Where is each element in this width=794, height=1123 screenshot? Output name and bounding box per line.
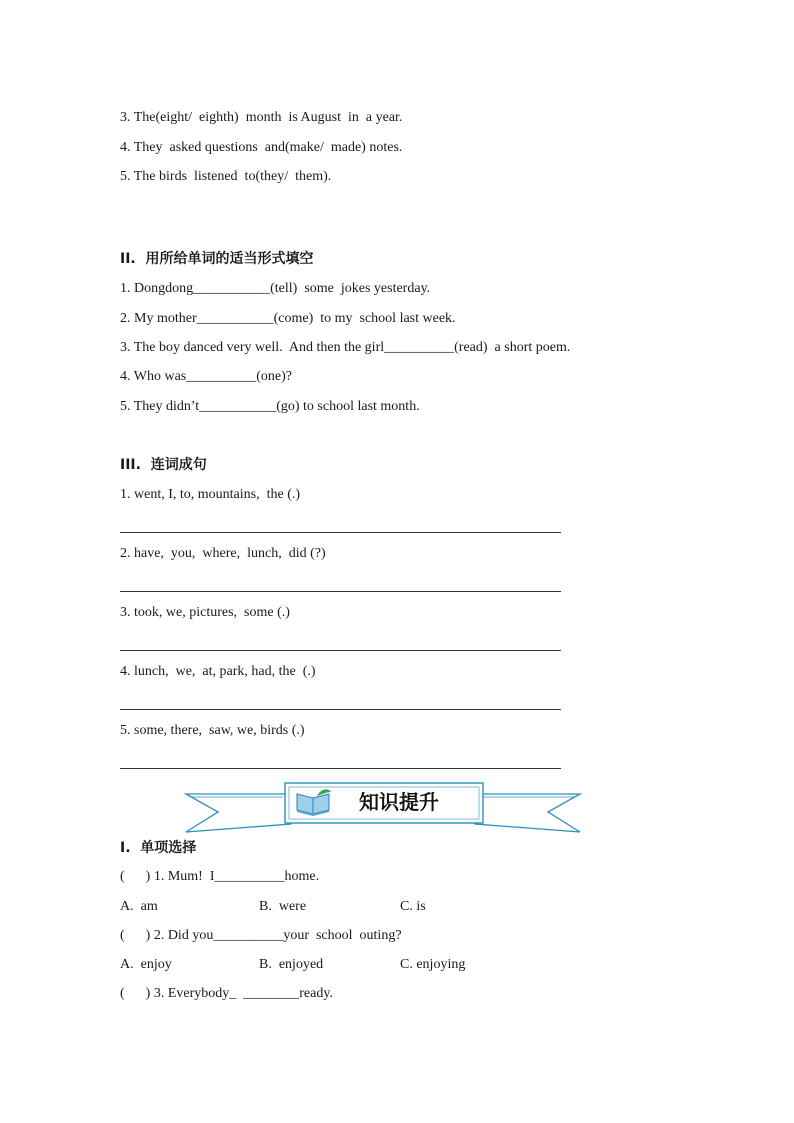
answer-line[interactable] [120,768,561,769]
banner-title: 知识提升 [359,790,439,814]
exercise-line: 3. took, we, pictures, some (.) [120,605,290,620]
question-stem: ( ) 3. Everybody_ ________ready. [120,986,333,1001]
section-heading: I. 单项选择 [120,840,197,856]
exercise-line: 5. They didn’t___________(go) to school last month. [120,399,420,414]
answer-line[interactable] [120,532,561,533]
exercise-line: 3. The(eight/ eighth) month is August in a year. [120,110,403,125]
exercise-line: 4. Who was__________(one)? [120,369,292,384]
option-a: A. am [120,899,158,914]
knowledge-banner [183,780,583,835]
exercise-line: 1. Dongdong___________(tell) some jokes yesterday. [120,281,431,296]
exercise-line: 4. lunch, we, at, park, had, the (.) [120,664,316,679]
option-c: C. enjoying [400,957,466,972]
question-stem: ( ) 1. Mum! I__________home. [120,869,320,884]
exercise-line: 2. My mother___________(come) to my school last week. [120,311,456,326]
exercise-line: 3. The boy danced very well. And then the girl__________(read) a short poem. [120,340,571,355]
answer-line[interactable] [120,709,561,710]
exercise-line: 5. The birds listened to(they/ them). [120,169,332,184]
exercise-line: 4. They asked questions and(make/ made) notes. [120,140,403,155]
exercise-line: 5. some, there, saw, we, birds (.) [120,723,305,738]
answer-line[interactable] [120,591,561,592]
exercise-line: 2. have, you, where, lunch, did (?) [120,546,326,561]
section-heading: II. 用所给单词的适当形式填空 [120,251,314,267]
option-c: C. is [400,899,426,914]
answer-line[interactable] [120,650,561,651]
exercise-line: 1. went, I, to, mountains, the (.) [120,487,301,502]
option-b: B. were [259,899,307,914]
section-heading: III. 连词成句 [120,457,207,473]
option-a: A. enjoy [120,957,172,972]
question-stem: ( ) 2. Did you__________your school outing? [120,928,402,943]
option-b: B. enjoyed [259,957,324,972]
